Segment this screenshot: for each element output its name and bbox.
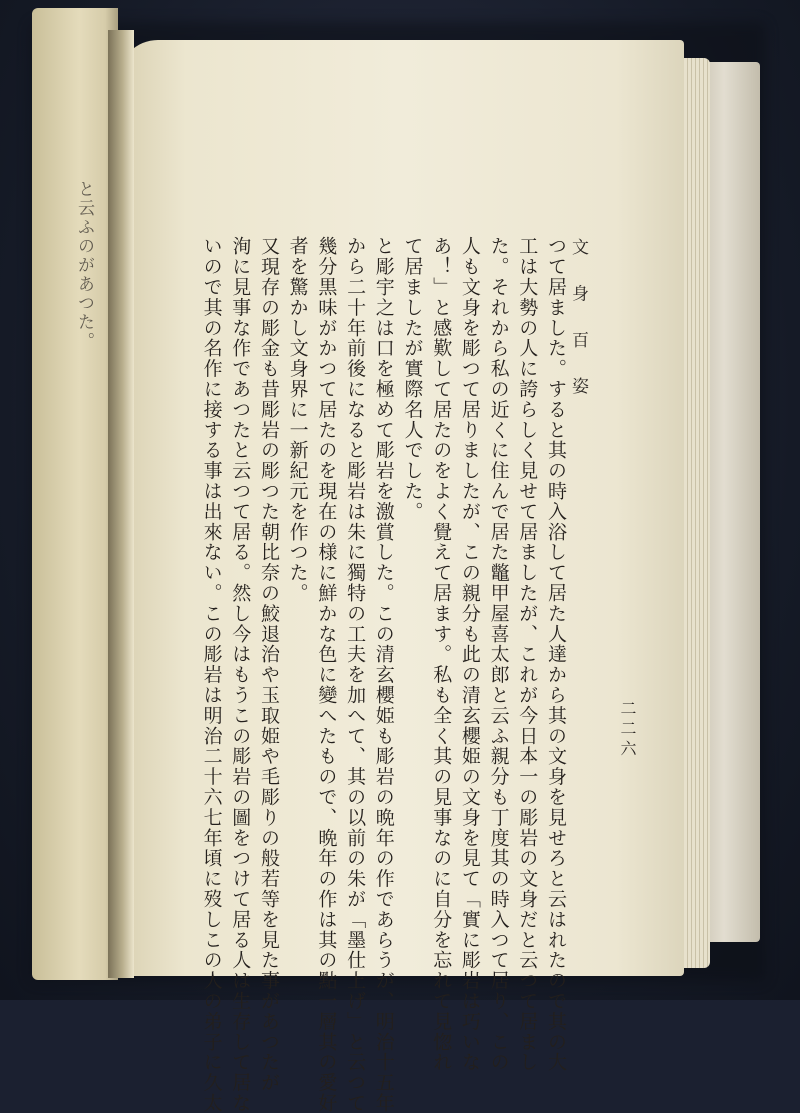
body-text	[142, 236, 570, 1113]
text-column: いので其の名作に接する事は出來ない。この彫岩は明治二十六七年頃に歿しこの人の弟子に久太	[200, 236, 223, 1113]
text-column: つて居ました。すると其の時入浴して居た人達から其の文身を見せろと云はれたので其の大	[545, 236, 567, 1073]
text-column: から二十年前後になると彫岩は朱に獨特の工夫を加へて、其の以前の朱が「墨仕上げ」と云つて	[344, 236, 367, 1113]
text-column: と彫宇之は口を極めて彫岩を激賞した。この清玄櫻姫も彫岩の晩年の作であらうが、明治十五年	[372, 236, 395, 1113]
page-number: 二二六	[618, 700, 637, 760]
text-column: あ！」と感歎して居たのをよく覺えて居ます。私も全く其の見事なのに自分を忘れて見惚れ	[430, 236, 453, 1073]
text-column: 人も文身を彫つて居りましたが、この親分も此の清玄櫻姫の文身を見て「實に彫岩は巧いな	[458, 236, 481, 1073]
text-column: 者を驚かし文身界に一新紀元を作つた。	[286, 236, 309, 604]
facing-page	[32, 8, 118, 980]
running-header: 文 身 百 姿	[568, 238, 588, 407]
text-column: 洵に見事な作であつたと云つて居る。然し今はもうこの彫岩の圖をつけて居る人は生存して居な	[229, 236, 252, 1113]
text-column: た。それから私の近くに住んで居た鼈甲屋喜太郎と云ふ親分も丁度其の時入つて居り、この	[487, 236, 510, 1073]
text-column: 幾分黒味がかつて居たのを現在の様に鮮かな色に變へたもので、晩年の作は其の點一層其の愛好	[315, 236, 338, 1113]
text-column: 工は大勢の人に誇らしく見せて居ましたが、これが今日本一の彫岩の文身だと云つて居まし	[516, 236, 539, 1073]
text-column: て居ましたが實際名人でした。	[401, 236, 424, 522]
book-gutter	[108, 30, 134, 978]
text-column: 又現存の彫金も昔彫岩の彫つた朝比奈の鮫退治や玉取姫や毛彫りの般若等を見た事があつたが	[257, 236, 280, 1093]
facing-page-text: と云ふのがあつた。	[74, 180, 94, 351]
